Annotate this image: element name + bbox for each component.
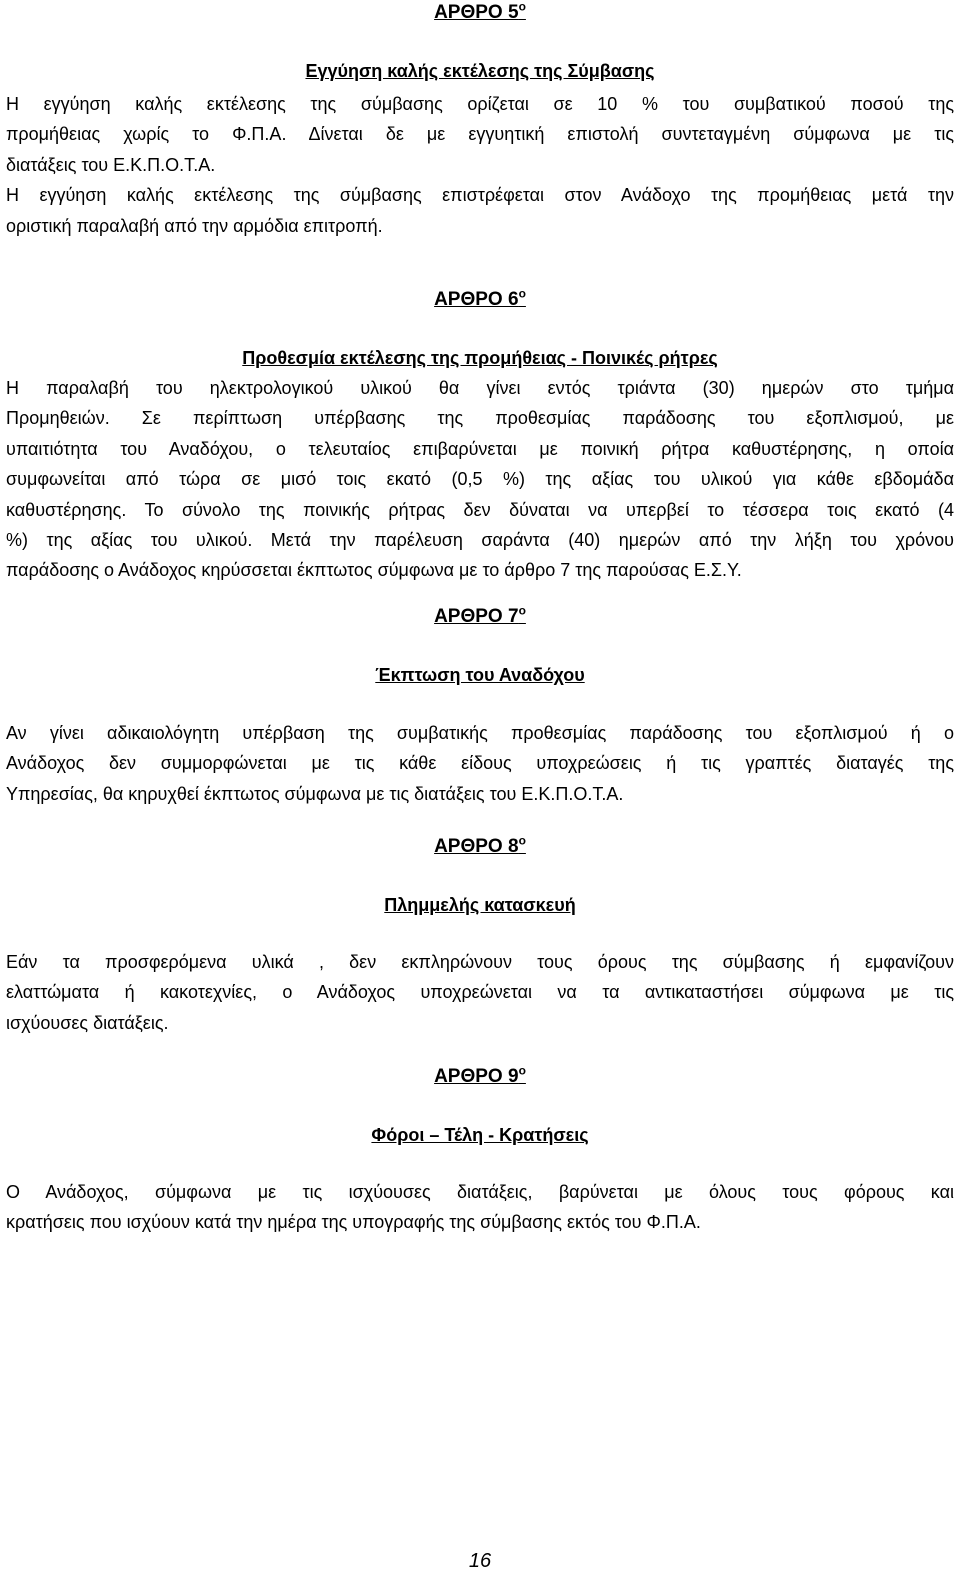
article-7-title: Έκπτωση του Αναδόχου <box>375 665 585 685</box>
article-9-heading-text: ΑΡΘΡΟ 9 <box>434 1066 519 1087</box>
article-6-line: %) της αξίας του υλικού. Μετά την παρέλευση σαράντα (40) ημερών από την λήξη του χρόνου <box>6 530 954 551</box>
article-6-line: Η παραλαβή του ηλεκτρολογικού υλικού θα γίνει εντός τριάντα (30) ημερών στο τμήμα <box>6 378 954 398</box>
article-5-heading <box>0 0 960 26</box>
article-9-title: Φόροι – Τέλη - Κρατήσεις <box>371 1125 589 1145</box>
page-number: 16 <box>468 1550 492 1572</box>
article-5-title: Εγγύηση καλής εκτέλεσης της Σύμβασης <box>305 61 655 81</box>
article-5-line: Η εγγύηση καλής εκτέλεσης της σύμβασης ορίζεται σε 10 % του συμβατικού ποσού της <box>6 94 954 114</box>
article-6-line: καθυστέρησης. Το σύνολο της ποινικής ρήτρας δεν δύναται να υπερβεί το τέσσερα τοις εκατό (4 <box>6 499 954 520</box>
article-5-line: διατάξεις του Ε.Κ.Π.Ο.Τ.Α. <box>6 154 216 175</box>
article-8-line: ελαττώματα ή κακοτεχνίες, ο Ανάδοχος υποχρεώνεται να τα αντικαταστήσει σύμφωνα με τις <box>6 982 954 1003</box>
article-7-body <box>6 718 954 809</box>
article-5-line: οριστική παραλαβή από την αρμόδια επιτροπή. <box>6 215 383 236</box>
article-6-line: συμφωνείται από τώρα σε μισό τοις εκατό (0,5 %) της αξίας του υλικού για κάθε εβδομάδα <box>6 469 954 490</box>
article-6-heading <box>0 287 960 313</box>
article-7-heading-sup: ο <box>518 603 526 618</box>
article-6-line: παράδοσης ο Ανάδοχος κηρύσσεται έκπτωτος σύμφωνα με το άρθρο 7 της παρούσας Ε.Σ.Υ. <box>6 560 742 581</box>
article-9-line: κρατήσεις που ισχύουν κατά την ημέρα της υπογραφής της σύμβασης εκτός του Φ.Π.Α. <box>6 1212 701 1233</box>
article-7-heading <box>0 604 960 630</box>
article-6-body <box>6 373 954 586</box>
article-5-line: προμήθειας χωρίς το Φ.Π.Α. Δίνεται δε με εγγυητική επιστολή συντεταγμένη σύμφωνα με τις <box>6 124 954 145</box>
article-7-line: Υπηρεσίας, θα κηρυχθεί έκπτωτος σύμφωνα με τις διατάξεις του Ε.Κ.Π.Ο.Τ.Α. <box>6 783 624 804</box>
article-5-heading-sup: ο <box>518 0 526 14</box>
article-6-line: υπαιτιότητα του Αναδόχου, ο τελευταίος επιβαρύνεται με ποινική ρήτρα καθυστέρησης, η οποία <box>6 438 954 459</box>
article-6-line: Προμηθειών. Σε περίπτωση υπέρβασης της προθεσμίας παράδοσης του εξοπλισμού, με <box>6 408 954 429</box>
article-9-heading-sup: ο <box>518 1063 526 1078</box>
article-9-body <box>6 1177 954 1238</box>
article-5-body <box>6 89 954 241</box>
article-7-heading-text: ΑΡΘΡΟ 7 <box>434 606 519 627</box>
article-8-heading-sup: ο <box>518 833 526 848</box>
article-5-heading-text: ΑΡΘΡΟ 5 <box>434 2 519 23</box>
article-7-line: Αν γίνει αδικαιολόγητη υπέρβαση της συμβατικής προθεσμίας παράδοσης του εξοπλισμού ή ο <box>6 723 954 743</box>
article-6-heading-text: ΑΡΘΡΟ 6 <box>434 289 519 310</box>
article-8-body <box>6 947 954 1038</box>
article-9-heading <box>0 1064 960 1090</box>
article-8-heading <box>0 834 960 860</box>
article-8-title: Πλημμελής κατασκευή <box>384 895 576 915</box>
article-8-line: Εάν τα προσφερόμενα υλικά , δεν εκπληρώνουν τους όρους της σύμβασης ή εμφανίζουν <box>6 952 954 972</box>
article-8-line: ισχύουσες διατάξεις. <box>6 1012 169 1033</box>
article-6-title: Προθεσμία εκτέλεσης της προμήθειας - Ποινικές ρήτρες <box>242 348 718 368</box>
article-9-line: Ο Ανάδοχος, σύμφωνα με τις ισχύουσες διατάξεις, βαρύνεται με όλους τους φόρους και <box>6 1182 954 1202</box>
article-6-heading-sup: ο <box>518 286 526 301</box>
article-8-heading-text: ΑΡΘΡΟ 8 <box>434 836 519 857</box>
article-7-line: Ανάδοχος δεν συμμορφώνεται με τις κάθε είδους υποχρεώσεις ή τις γραπτές διαταγές της <box>6 753 954 774</box>
article-5-line: Η εγγύηση καλής εκτέλεσης της σύμβασης επιστρέφεται στον Ανάδοχο της προμήθειας μετά την <box>6 185 954 206</box>
